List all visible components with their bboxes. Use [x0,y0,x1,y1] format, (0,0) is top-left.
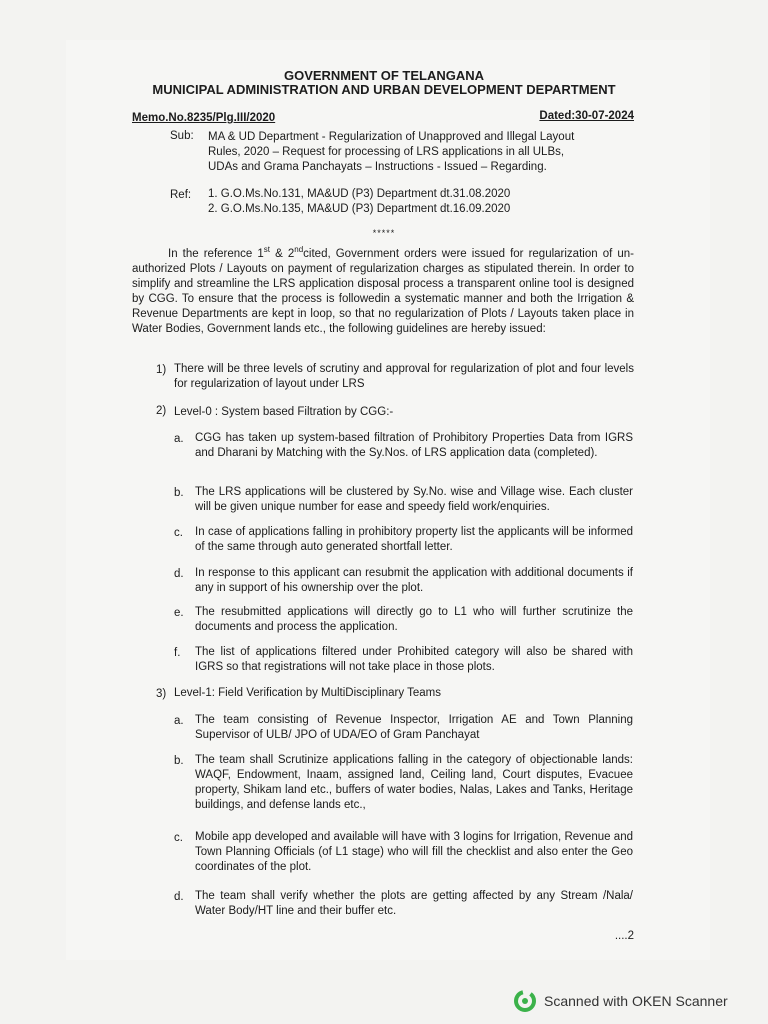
point-text: Level-0 : System based Filtration by CGG:- [174,406,394,418]
subject-line: UDAs and Grama Panchayats – Instructions - Issued – Regarding. [208,161,547,173]
sub-item-text: The team shall verify whether the plots are getting affected by any Stream /Nala/ Water Body/HT line and their buffer etc. [195,890,633,917]
sub-item-marker: c. [174,527,183,539]
sub-item-text: The team consisting of Revenue Inspector, Irrigation AE and Town Planning Supervisor of ULB/ JPO of UDA/EO of Gram Panchayat [195,714,633,741]
point-text: There will be three levels of scrutiny and approval for regularization of plot and four levels for regularization of layout under LRS [174,363,634,390]
sub-item-text: The LRS applications will be clustered by Sy.No. wise and Village wise. Each cluster will be given unique number for ease and speedy field work/enquiries. [195,486,633,513]
reference-item: 2. G.O.Ms.No.135, MA&UD (P3) Department dt.16.09.2020 [208,203,511,215]
header-department: MUNICIPAL ADMINISTRATION AND URBAN DEVELOPMENT DEPARTMENT [152,82,616,97]
superscript: st [263,245,271,254]
point-number: 3) [156,688,167,700]
sub-item-marker: e. [174,607,184,619]
memo-number: Memo.No.8235/Plg.III/2020 [132,112,276,124]
sub-item-marker: a. [174,715,184,727]
sub-item-marker: d. [174,568,184,580]
point-text: Level-1: Field Verification by MultiDisciplinary Teams [174,687,441,699]
point-number: 2) [156,405,167,417]
sub-item-text: In response to this applicant can resubmit the application with additional documents if any in support of his ownership over the plot. [195,567,633,594]
sub-item-marker: f. [174,647,181,659]
subject-label: Sub: [170,130,194,142]
scanner-watermark [514,990,728,1012]
header-government: GOVERNMENT OF TELANGANA [283,68,485,83]
intro-text: In the reference 1 [168,247,264,260]
sub-item-text: The resubmitted applications will directly go to L1 who will further scrutinize the documents and process the application. [195,606,633,633]
sub-item-marker: b. [174,755,184,767]
sub-item-marker: c. [174,832,183,844]
oken-scanner-logo-icon [514,990,536,1012]
sub-item-marker: a. [174,433,184,445]
subject-line: MA & UD Department - Regularization of Unapproved and Illegal Layout [208,131,575,143]
reference-item: 1. G.O.Ms.No.131, MA&UD (P3) Department dt.31.08.2020 [208,188,511,200]
scanner-watermark-text: Scanned with OKEN Scanner [544,993,728,1009]
intro-paragraph [132,242,634,337]
memo-date: Dated:30-07-2024 [539,110,634,122]
subject-text [208,130,618,175]
sub-item-marker: d. [174,891,184,903]
sub-item-text: The team shall Scrutinize applications falling in the category of objectionable lands: WAQF, Endowment, Inaam, assigned land, Ceiling land, Court disputes, Evacuee property, Shikam land etc., buffers of water bodies, Nalas, Lakes and Tanks, Heritage buildings, and defense lands etc., [195,754,633,811]
sub-item-text: In case of applications falling in prohibitory property list the applicants will be informed of the same through auto generated shortfall letter. [195,526,633,553]
sub-item-text: The list of applications filtered under Prohibited category will also be shared with IGRS so that registrations will not take place in those plots. [195,646,633,673]
sub-item-text: Mobile app developed and available will have with 3 logins for Irrigation, Revenue and Town Planning Officials (of L1 stage) who will fill the checklist and also enter the Geo coordinates of the plot. [195,831,633,873]
subject-line: Rules, 2020 – Request for processing of LRS applications in all ULBs, [208,146,565,158]
page-continuation: ....2 [614,930,634,942]
sub-item-text: CGG has taken up system-based filtration of Prohibitory Properties Data from IGRS and Dharani by Matching with the Sy.Nos. of LRS application data (completed). [195,432,633,459]
reference-label: Ref: [170,189,192,201]
point-number: 1) [156,364,167,376]
separator: ***** [372,228,396,238]
intro-text: & 2 [270,247,295,260]
sub-item-marker: b. [174,487,184,499]
intro-text: cited, Government orders were issued for regularization of un-authorized Plots / Layouts on payment of regularization charges as stipulated therein. In order to simplify and streamline the LRS application disposal process a transparent online tool is designed by CGG. To ensure that the process is followedin a systematic manner and both the Irrigation & Revenue Departments are kept in loop, so that no regularization of Plots / Layouts taken place in Water Bodies, Government lands etc., the following guidelines are hereby issued: [132,247,634,335]
superscript: nd [294,245,304,254]
